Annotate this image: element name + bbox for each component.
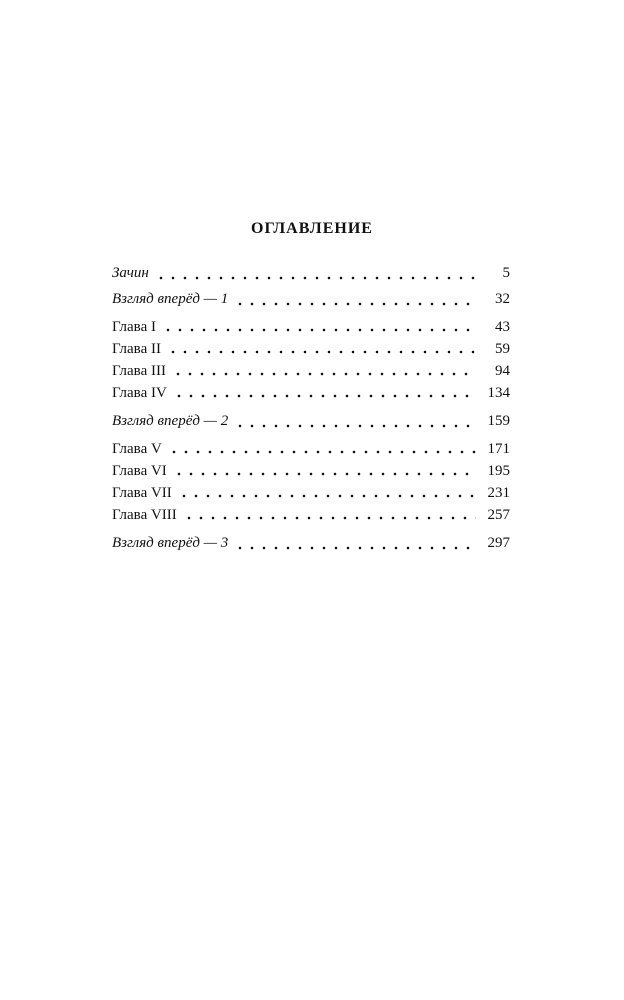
toc-entry-chapter-1 bbox=[112, 316, 510, 338]
toc-entry-label: Зачин bbox=[112, 265, 149, 281]
toc-entry-page: 159 bbox=[487, 413, 510, 429]
toc-entry-page: 43 bbox=[495, 319, 510, 335]
dot-leader bbox=[155, 276, 476, 280]
dot-leader bbox=[168, 450, 476, 454]
dot-leader bbox=[234, 546, 476, 550]
toc-entry-label: Глава VI bbox=[112, 463, 167, 479]
toc-entry-label: Глава III bbox=[112, 363, 166, 379]
toc-entry-label: Глава V bbox=[112, 441, 162, 457]
toc-entry-label: Глава II bbox=[112, 341, 161, 357]
toc-entry-chapter-4 bbox=[112, 382, 510, 404]
toc-entry-page: 5 bbox=[502, 265, 510, 281]
toc-entry-chapter-5 bbox=[112, 438, 510, 460]
toc-entry-page: 171 bbox=[487, 441, 510, 457]
toc-entry-page: 134 bbox=[487, 385, 510, 401]
toc-entry-label: Взгляд вперёд — 3 bbox=[112, 535, 229, 551]
dot-leader bbox=[183, 516, 476, 520]
toc-entry-chapter-6 bbox=[112, 460, 510, 482]
toc-entry-chapter-2 bbox=[112, 338, 510, 360]
toc-entry-page: 297 bbox=[487, 535, 510, 551]
dot-leader bbox=[167, 350, 476, 354]
toc-entry-label: Взгляд вперёд — 2 bbox=[112, 413, 229, 429]
toc-entry-vzglyad-1 bbox=[112, 286, 510, 312]
toc-entry-chapter-7 bbox=[112, 482, 510, 504]
dot-leader bbox=[178, 494, 476, 498]
toc-entry-page: 257 bbox=[487, 507, 510, 523]
toc-entry-zachin bbox=[112, 260, 510, 286]
dot-leader bbox=[234, 424, 476, 428]
toc-entry-label: Взгляд вперёд — 1 bbox=[112, 291, 229, 307]
toc-entry-label: Глава I bbox=[112, 319, 156, 335]
toc-entry-vzglyad-3 bbox=[112, 530, 510, 556]
dot-leader bbox=[234, 302, 476, 306]
toc-entry-label: Глава VIII bbox=[112, 507, 177, 523]
toc-entry-label: Глава VII bbox=[112, 485, 172, 501]
table-of-contents bbox=[112, 260, 510, 556]
toc-entry-vzglyad-2 bbox=[112, 408, 510, 434]
dot-leader bbox=[162, 328, 476, 332]
dot-leader bbox=[172, 372, 476, 376]
toc-entry-label: Глава IV bbox=[112, 385, 167, 401]
toc-entry-page: 195 bbox=[487, 463, 510, 479]
toc-entry-page: 231 bbox=[487, 485, 510, 501]
toc-entry-page: 94 bbox=[495, 363, 510, 379]
toc-entry-chapter-3 bbox=[112, 360, 510, 382]
dot-leader bbox=[173, 394, 476, 398]
toc-title: ОГЛАВЛЕНИЕ bbox=[251, 220, 373, 237]
toc-entry-page: 32 bbox=[495, 291, 510, 307]
toc-entry-chapter-8 bbox=[112, 504, 510, 526]
dot-leader bbox=[173, 472, 476, 476]
toc-entry-page: 59 bbox=[495, 341, 510, 357]
